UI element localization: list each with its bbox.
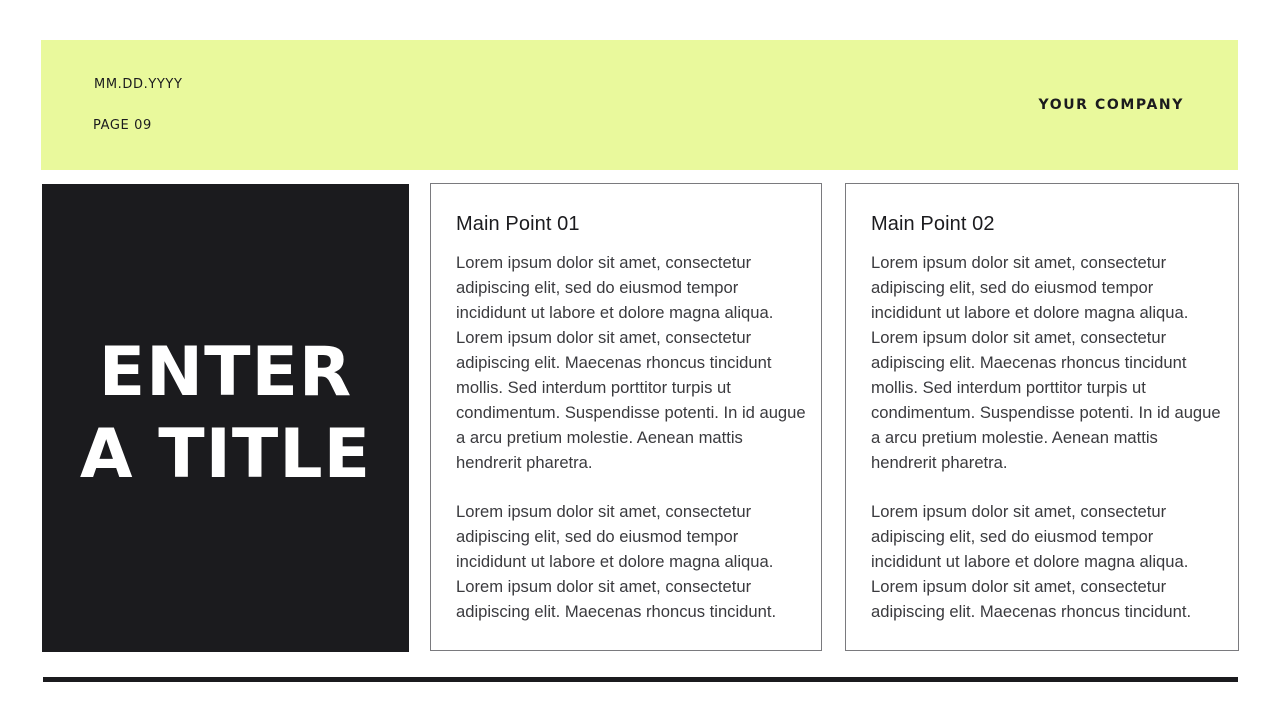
card-heading: Main Point 02 bbox=[871, 213, 995, 235]
slide-title bbox=[80, 332, 371, 496]
card-paragraph: Lorem ipsum dolor sit amet, consectetur adipiscing elit, sed do eiusmod tempor incididunt ut labore et dolore magna aliqua. Lorem ipsum dolor sit amet, consectetur adipiscing elit. Maecenas rhoncus tincidunt. bbox=[456, 502, 777, 621]
slide-title-line-2: A TITLE bbox=[79, 415, 372, 494]
card-paragraph: Lorem ipsum dolor sit amet, consectetur adipiscing elit, sed do eiusmod tempor incididunt ut labore et dolore magna aliqua. Lorem ipsum dolor sit amet, consectetur adipiscing elit. Maecenas rhoncus tincidunt. bbox=[871, 502, 1192, 621]
company-name: YOUR COMPANY bbox=[1038, 97, 1184, 113]
card-heading: Main Point 01 bbox=[456, 213, 580, 235]
card-body bbox=[871, 250, 1226, 648]
slide-title-line-1: ENTER bbox=[98, 333, 353, 412]
bottom-divider bbox=[43, 677, 1238, 682]
page-number: PAGE 09 bbox=[93, 118, 152, 133]
card-paragraph: Lorem ipsum dolor sit amet, consectetur adipiscing elit, sed do eiusmod tempor incididunt ut labore et dolore magna aliqua. Lorem ipsum dolor sit amet, consectetur adipiscing elit. Maecenas rhoncus tincidunt mollis. Sed interdum porttitor turpis ut condimentum. Suspendisse potenti. In id augue a arcu pretium molestie. Aenean mattis hendrerit pharetra. bbox=[456, 253, 806, 472]
card-paragraph: Lorem ipsum dolor sit amet, consectetur adipiscing elit, sed do eiusmod tempor incididunt ut labore et dolore magna aliqua. Lorem ipsum dolor sit amet, consectetur adipiscing elit. Maecenas rhoncus tincidunt mollis. Sed interdum porttitor turpis ut condimentum. Suspendisse potenti. In id augue a arcu pretium molestie. Aenean mattis hendrerit pharetra. bbox=[871, 253, 1221, 472]
date-label: MM.DD.YYYY bbox=[94, 77, 183, 92]
card-body bbox=[456, 250, 811, 648]
header-band bbox=[41, 40, 1238, 170]
title-block bbox=[42, 184, 409, 652]
main-point-card-2 bbox=[845, 183, 1239, 651]
main-point-card-1 bbox=[430, 183, 822, 651]
